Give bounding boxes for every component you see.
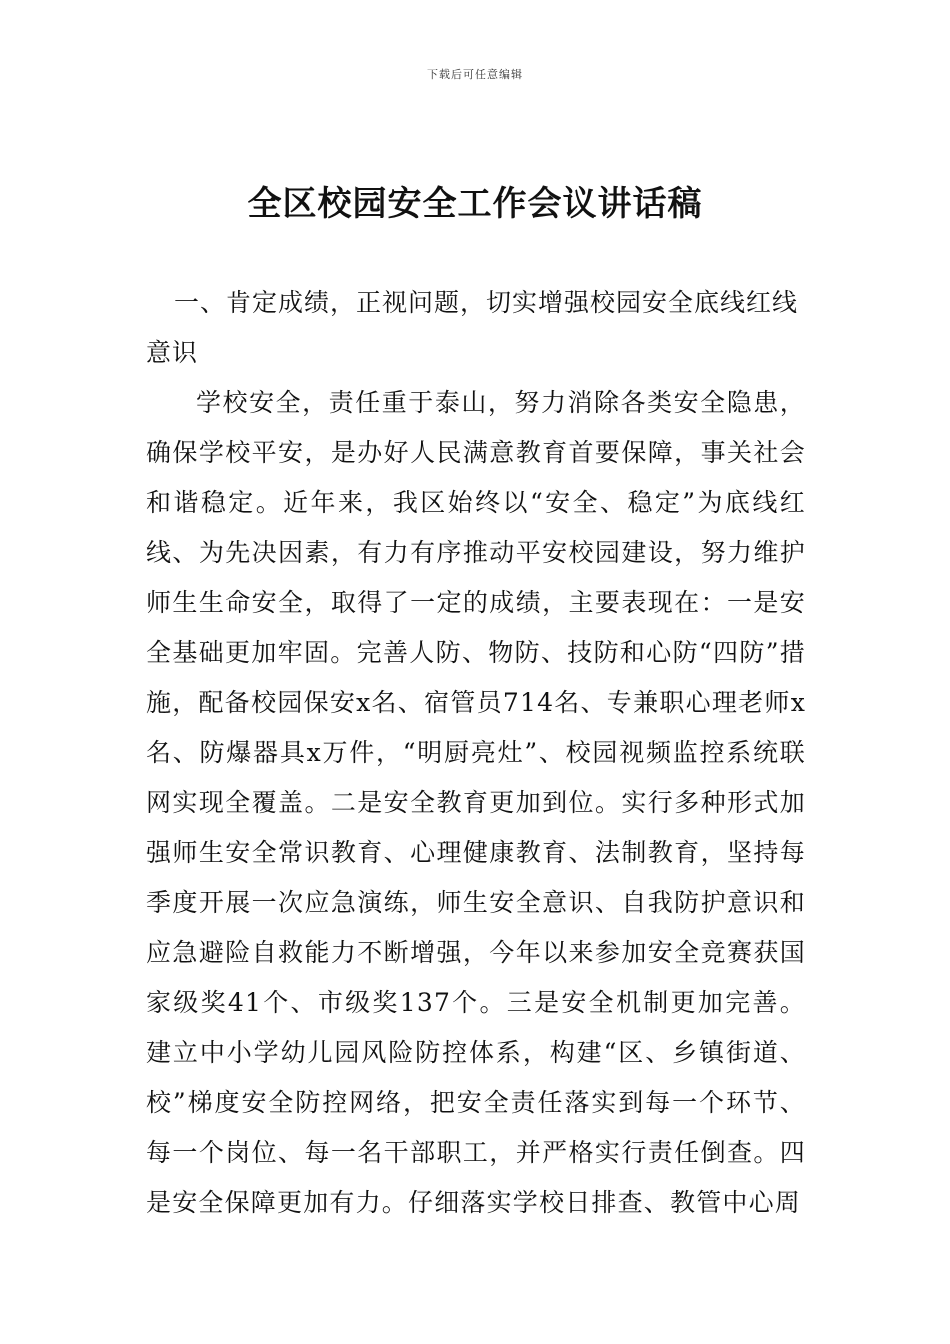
body-paragraph: 学校安全，责任重于泰山，努力消除各类安全隐患，确保学校平安，是办好人民满意教育首要保障，事关社会和谐稳定。近年来，我区始终以“安全、稳定”为底线红线、为先决因素，有力有序推动平安校园建设，努力维护师生生命安全，取得了一定的成绩，主要表现在：一是安全基础更加牢固。完善人防、物防、技防和心防“四防”措施，配备校园保安x名、宿管员714名、专兼职心理老师x名、防爆器具x万件，“明厨亮灶”、校园视频监控系统联网实现全覆盖。二是安全教育更加到位。实行多种形式加强师生安全常识教育、心理健康教育、法制教育，坚持每季度开展一次应急演练，师生安全意识、自我防护意识和应急避险自救能力不断增强，今年以来参加安全竞赛获国家级奖41个、市级奖137个。三是安全机制更加完善。建立中小学幼儿园风险防控体系，构建“区、乡镇街道、校”梯度安全防控网络，把安全责任落实到每一个环节、每一个岗位、每一名干部职工，并严格实行责任倒查。四是安全保障更加有力。仔细落实学校日排查、教管中心周 bbox=[146, 388, 806, 1217]
document-title: 全区校园安全工作会议讲话稿 bbox=[247, 184, 703, 224]
document-body bbox=[146, 278, 806, 1228]
section-heading: 一、肯定成绩，正视问题，切实增强校园安全底线红线意识 bbox=[146, 288, 799, 367]
header-note: 下载后可任意编辑 bbox=[427, 68, 523, 81]
